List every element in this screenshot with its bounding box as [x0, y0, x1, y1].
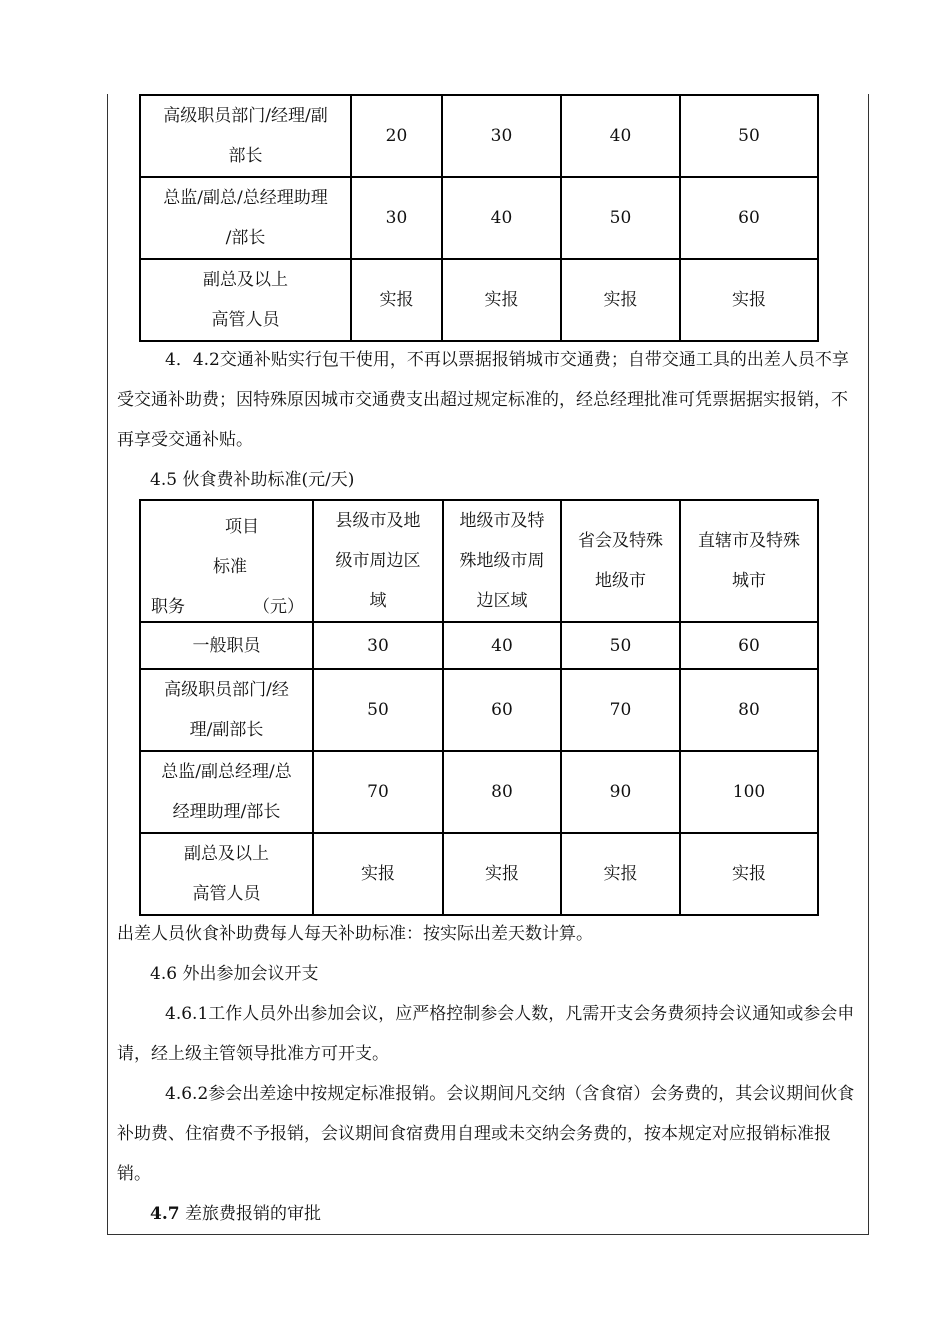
paragraph-4-6-2: 4.6.2参会出差途中按规定标准报销。会议期间凡交纳（含食宿）会务费的，其会议期间伙食补助费、住宿费不予报销，会议期间食宿费用自理或未交纳会务费的，按本规定对应报销标准报销。 — [117, 1084, 855, 1184]
value-cell: 80 — [443, 751, 561, 833]
value-cell: 实报 — [443, 833, 561, 915]
corner-header-cell — [140, 500, 313, 622]
table-row — [140, 259, 818, 341]
value-cell: 30 — [313, 622, 443, 669]
value-cell: 60 — [443, 669, 561, 751]
value-cell: 50 — [680, 95, 818, 177]
value-cell: 实报 — [561, 259, 680, 341]
table-row — [140, 833, 818, 915]
heading-4-7 — [117, 1194, 894, 1234]
value-cell: 60 — [680, 177, 818, 259]
role-cell: 总监/副总/总经理助理 /部长 — [140, 177, 351, 259]
value-cell: 70 — [313, 751, 443, 833]
value-cell: 实报 — [313, 833, 443, 915]
value-cell: 90 — [561, 751, 680, 833]
corner-standard-label: 标准 — [213, 557, 247, 577]
value-cell: 实报 — [561, 833, 680, 915]
role-cell: 一般职员 — [140, 622, 313, 669]
table-row — [140, 751, 818, 833]
table-header-row — [140, 500, 818, 622]
heading-4-7-text: 差旅费报销的审批 — [179, 1204, 321, 1224]
transport-allowance-table — [139, 94, 819, 342]
corner-item-label: 项目 — [225, 517, 259, 537]
corner-role-label: 职务 — [151, 597, 185, 617]
meal-allowance-table — [139, 499, 819, 916]
table-row — [140, 95, 818, 177]
value-cell: 50 — [561, 622, 680, 669]
column-header: 县级市及地 级市周边区 域 — [313, 500, 443, 622]
heading-4-5: 4.5 伙食费补助标准(元/天) — [150, 470, 355, 490]
role-cell: 总监/副总经理/总 经理助理/部长 — [140, 751, 313, 833]
column-header: 地级市及特 殊地级市周 边区域 — [443, 500, 561, 622]
value-cell: 20 — [351, 95, 442, 177]
corner-unit-label: （元） — [253, 597, 304, 617]
paragraph-4-6-1: 4.6.1工作人员外出参加会议，应严格控制参会人数，凡需开支会务费须持会议通知或参会申请，经上级主管领导批准方可开支。 — [117, 1004, 855, 1064]
value-cell: 实报 — [680, 833, 818, 915]
column-header: 直辖市及特殊 城市 — [680, 500, 818, 622]
value-cell: 30 — [442, 95, 561, 177]
heading-4-6: 4.6 外出参加会议开支 — [150, 964, 319, 984]
value-cell: 实报 — [442, 259, 561, 341]
role-cell: 高级职员部门/经理/副 部长 — [140, 95, 351, 177]
role-cell: 副总及以上 高管人员 — [140, 259, 351, 341]
paragraph-4-4-2: 4．4.2交通补贴实行包干使用，不再以票据报销城市交通费；自带交通工具的出差人员不享受交通补助费；因特殊原因城市交通费支出超过规定标准的，经总经理批准可凭票据据实报销，不再享受交通补贴。 — [117, 350, 849, 450]
column-header: 省会及特殊 地级市 — [561, 500, 680, 622]
role-cell: 高级职员部门/经 理/副部长 — [140, 669, 313, 751]
value-cell: 40 — [443, 622, 561, 669]
role-cell: 副总及以上 高管人员 — [140, 833, 313, 915]
value-cell: 30 — [351, 177, 442, 259]
value-cell: 80 — [680, 669, 818, 751]
value-cell: 70 — [561, 669, 680, 751]
table-row — [140, 177, 818, 259]
value-cell: 100 — [680, 751, 818, 833]
table-row — [140, 669, 818, 751]
value-cell: 40 — [561, 95, 680, 177]
value-cell: 50 — [561, 177, 680, 259]
value-cell: 实报 — [680, 259, 818, 341]
value-cell: 实报 — [351, 259, 442, 341]
value-cell: 60 — [680, 622, 818, 669]
value-cell: 40 — [442, 177, 561, 259]
heading-4-7-number: 4.7 — [150, 1204, 180, 1224]
table-row — [140, 622, 818, 669]
value-cell: 50 — [313, 669, 443, 751]
paragraph-meal-note: 出差人员伙食补助费每人每天补助标准：按实际出差天数计算。 — [117, 924, 593, 944]
